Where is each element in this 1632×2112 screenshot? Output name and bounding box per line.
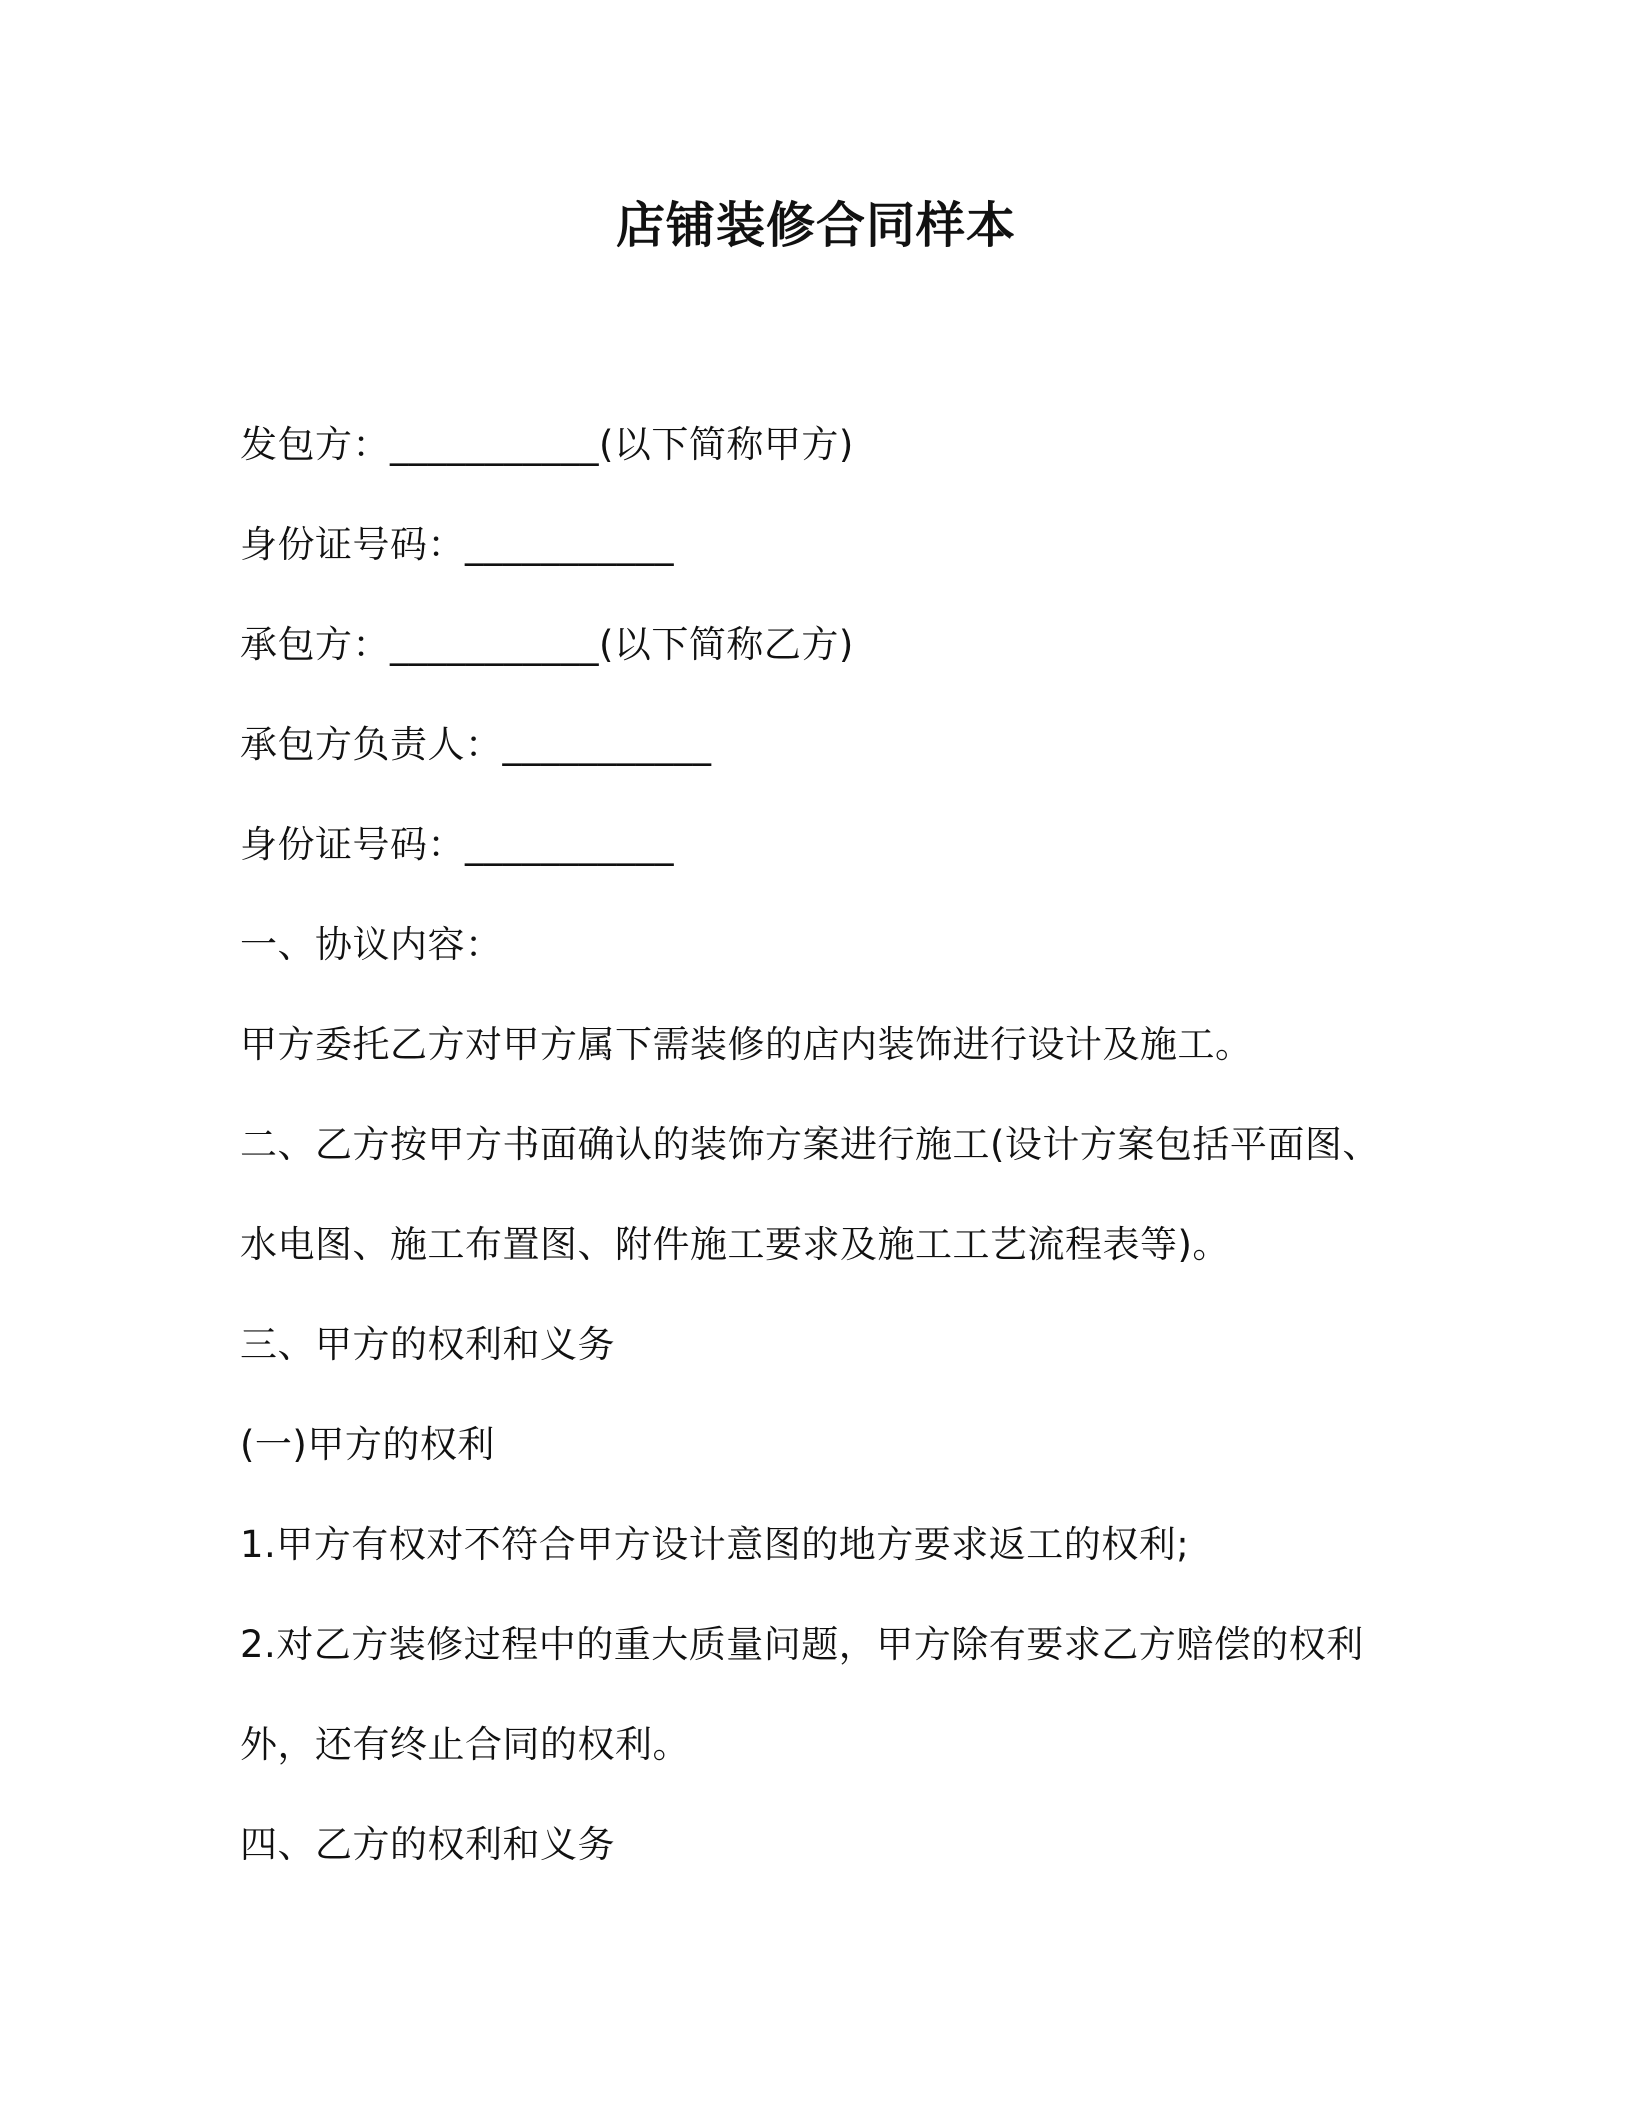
party-a-line: 发包方：___________(以下简称甲方)	[240, 423, 854, 466]
subsection-a-rights-heading: (一)甲方的权利	[240, 1423, 495, 1466]
clause-2-line-1: 2.对乙方装修过程中的重大质量问题，甲方除有要求乙方赔偿的权利	[240, 1623, 1364, 1666]
party-b-line: 承包方：___________(以下简称乙方)	[240, 623, 854, 666]
party-b-manager-line: 承包方负责人：___________	[240, 723, 712, 766]
party-a-id-line: 身份证号码：___________	[240, 523, 674, 566]
section-2-line-2: 水电图、施工布置图、附件施工要求及施工工艺流程表等)。	[240, 1223, 1230, 1266]
section-4-heading: 四、乙方的权利和义务	[240, 1823, 615, 1866]
section-3-heading: 三、甲方的权利和义务	[240, 1323, 615, 1366]
party-b-id-line: 身份证号码：___________	[240, 823, 674, 866]
section-1-heading: 一、协议内容：	[240, 923, 503, 966]
section-2-line-1: 二、乙方按甲方书面确认的装饰方案进行施工(设计方案包括平面图、	[240, 1123, 1380, 1166]
clause-2-line-2: 外，还有终止合同的权利。	[240, 1723, 690, 1766]
section-1-paragraph: 甲方委托乙方对甲方属下需装修的店内装饰进行设计及施工。	[240, 1023, 1253, 1066]
document-title: 店铺装修合同样本	[615, 197, 1016, 254]
clause-1: 1.甲方有权对不符合甲方设计意图的地方要求返工的权利;	[240, 1523, 1190, 1566]
